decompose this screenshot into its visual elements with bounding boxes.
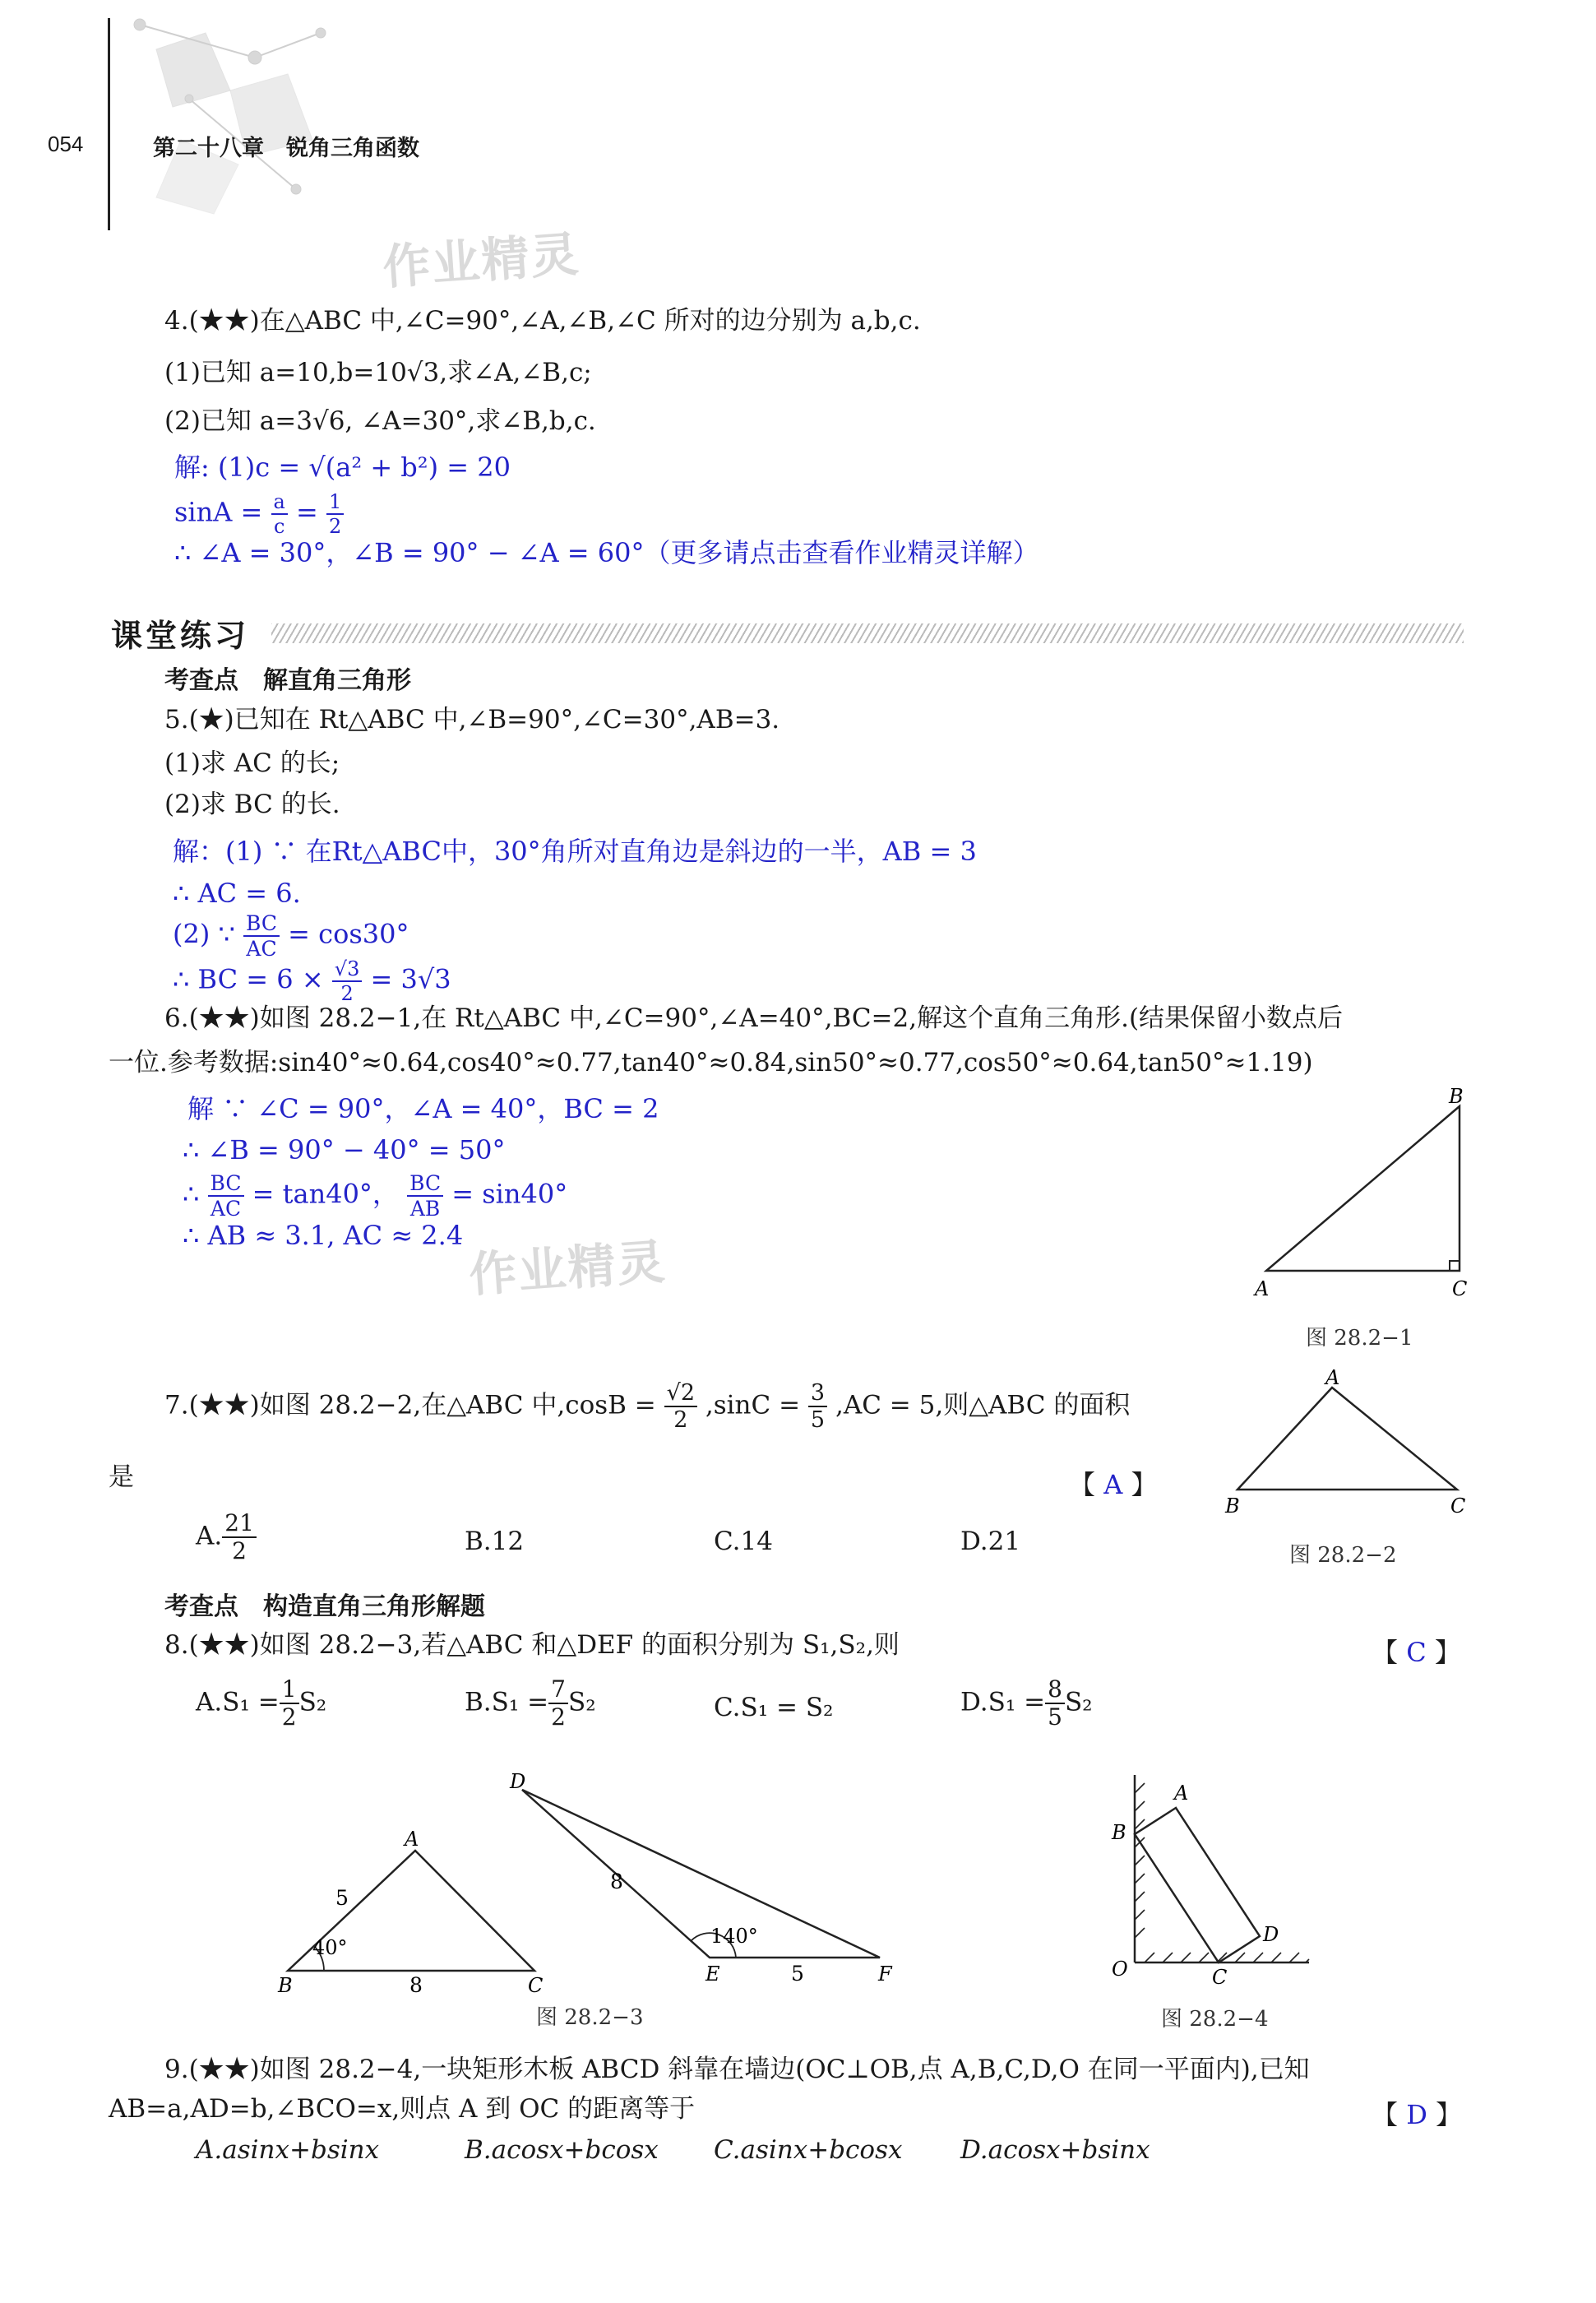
fig1-label-C: C: [1452, 1277, 1468, 1300]
figure-28-2-3-caption: 图 28.2−3: [536, 2005, 644, 2030]
q6-solution-line4: ∴ AB ≈ 3.1, AC ≈ 2.4: [183, 1220, 464, 1251]
q5-solution-line2: ∴ AC = 6.: [173, 878, 301, 909]
q6-stem-line1: 6.(★★)如图 28.2−1,在 Rt△ABC 中,∠C=90°,∠A=40°,BC=2,解这个直角三角形.(结果保留小数点后: [164, 1003, 1344, 1033]
q5-part1: (1)求 AC 的长;: [164, 748, 340, 778]
q8-stem: 8.(★★)如图 28.2−3,若△ABC 和△DEF 的面积分别为 S₁,S₂,则: [164, 1630, 900, 1660]
fig2-label-B: B: [1225, 1494, 1240, 1518]
fig3-label-ab: 5: [335, 1886, 349, 1910]
chapter-title: 第二十八章 锐角三角函数: [153, 136, 419, 161]
figure-28-2-3: [263, 1768, 921, 1999]
q7-option-c: C.14: [714, 1527, 773, 1556]
figure-28-2-1-caption: 图 28.2−1: [1306, 1326, 1413, 1351]
fig4-label-O: O: [1112, 1958, 1128, 1981]
fig4-label-A: A: [1174, 1782, 1189, 1805]
q6-solution-line1: 解 ∵ ∠C = 90°，∠A = 40°，BC = 2: [187, 1093, 659, 1124]
q5-solution-line1: 解：(1) ∵ 在Rt△ABC中，30°角所对直角边是斜边的一半，AB = 3: [173, 836, 977, 867]
q4-solution-line3: ∴ ∠A = 30°，∠B = 90° − ∠A = 60°（更多请点击查看作业精灵详解）: [174, 537, 1039, 568]
header-rule: [108, 18, 110, 230]
q7-answer-bracket: 【 A 】: [1069, 1469, 1158, 1500]
fig3-label-D: D: [510, 1770, 526, 1793]
figure-28-2-2: [1217, 1369, 1480, 1518]
fig3-label-A: A: [405, 1828, 419, 1851]
section-hatch-rule: [271, 623, 1464, 643]
q4-solution-line2: sinA = $\frac{a}{c}$ = $\frac{1}{2}$: [174, 492, 344, 536]
figure-28-2-4-caption: 图 28.2−4: [1161, 2007, 1269, 2032]
fig3-label-C: C: [528, 1974, 544, 1997]
q9-answer-bracket: 【 D 】: [1372, 2099, 1463, 2130]
q9-stem-line2: AB=a,AD=b,∠BCO=x,则点 A 到 OC 的距离等于: [109, 2094, 696, 2124]
fig3-label-ef: 5: [791, 1962, 804, 1986]
q7-option-a: A. $\frac{21}{2}$: [196, 1512, 257, 1563]
q5-stem: 5.(★)已知在 Rt△ABC 中,∠B=90°,∠C=30°,AB=3.: [164, 705, 780, 734]
fig4-label-B: B: [1112, 1821, 1126, 1844]
q6-solution-line2: ∴ ∠B = 90° − 40° = 50°: [183, 1134, 506, 1165]
q8-answer-bracket: 【 C 】: [1372, 1637, 1461, 1668]
figure-28-2-1: [1242, 1082, 1488, 1304]
q4-part2: (2)已知 a=3√6, ∠A=30°,求∠B,b,c.: [164, 406, 596, 436]
header-molecule-graphic: [107, 0, 354, 239]
header-decoration: [107, 0, 354, 239]
page-number: 054: [48, 132, 84, 156]
knowledge-point-1: 考查点 解直角三角形: [164, 666, 411, 695]
figure-28-2-2-caption: 图 28.2−2: [1289, 1543, 1397, 1568]
fig3-label-angle-e: 140°: [710, 1925, 758, 1948]
q6-stem-line2: 一位.参考数据:sin40°≈0.64,cos40°≈0.77,tan40°≈0.84,sin50°≈0.77,cos50°≈0.64,tan50°≈1.19): [109, 1048, 1313, 1077]
watermark: 作业精灵: [381, 225, 582, 296]
q7-stem: 7.(★★)如图 28.2−2,在△ABC 中,cosB = $\frac{√2}{2}$ ,sinC = $\frac{3}{5}$ ,AC = 5,则△ABC 的面积: [164, 1380, 1131, 1433]
q9-stem-line1: 9.(★★)如图 28.2−4,一块矩形木板 ABCD 斜靠在墙边(OC⊥OB,点 A,B,C,D,O 在同一平面内),已知: [164, 2055, 1310, 2084]
q8-option-a: A.S₁ = $\frac{1}{2}$ S₂: [196, 1675, 327, 1731]
q8-option-b: B.S₁ = $\frac{7}{2}$ S₂: [465, 1675, 596, 1731]
fig3-label-bc: 8: [409, 1973, 423, 1997]
q4-solution-line1: 解: (1)c = √(a² + b²) = 20: [174, 452, 511, 483]
q7-option-b: B.12: [465, 1527, 525, 1556]
fig4-label-D: D: [1263, 1923, 1279, 1946]
fig3-label-de: 8: [610, 1870, 623, 1893]
q9-option-d: D.acosx+bsinx: [960, 2135, 1150, 2165]
fig3-label-E: E: [705, 1962, 720, 1986]
q8-option-d: D.S₁ = $\frac{8}{5}$ S₂: [960, 1675, 1093, 1731]
fig3-label-angle-b: 40°: [312, 1936, 348, 1959]
q5-part2: (2)求 BC 的长.: [164, 790, 340, 819]
fig1-label-B: B: [1449, 1085, 1464, 1108]
fig4-label-C: C: [1212, 1966, 1228, 1989]
fig3-label-F: F: [878, 1962, 892, 1986]
figure-28-2-4: [1094, 1760, 1332, 1999]
q7-stem-line2: 是: [109, 1462, 134, 1492]
q8-answer: C: [1406, 1637, 1427, 1668]
fig2-label-A: A: [1325, 1369, 1340, 1389]
q4-stem: 4.(★★)在△ABC 中,∠C=90°,∠A,∠B,∠C 所对的边分别为 a,b,c.: [164, 306, 921, 336]
q4-part1: (1)已知 a=10,b=10√3,求∠A,∠B,c;: [164, 358, 592, 387]
knowledge-point-2: 考查点 构造直角三角形解题: [164, 1592, 485, 1621]
q7-option-d: D.21: [960, 1527, 1021, 1556]
q5-solution-line4: ∴ BC = 6 × $\frac{√3}{2}$ = 3√3: [173, 957, 451, 1005]
fig1-label-A: A: [1255, 1277, 1270, 1300]
q9-option-b: B.acosx+bcosx: [465, 2135, 659, 2165]
q5-solution-line3: (2) ∵ $\frac{BC}{AC}$ = cos30°: [173, 911, 409, 961]
q8-option-c: C.S₁ = S₂: [714, 1693, 834, 1722]
q9-answer: D: [1406, 2099, 1427, 2130]
fig3-label-B: B: [278, 1974, 293, 1997]
q7-answer: A: [1103, 1469, 1123, 1500]
section-title: 课堂练习: [111, 618, 250, 654]
watermark: 作业精灵: [467, 1233, 668, 1304]
q6-solution-line3: ∴ $\frac{BC}{AC}$ = tan40°， $\frac{BC}{AB}$ = sin40°: [183, 1171, 568, 1221]
fig2-label-C: C: [1450, 1494, 1466, 1518]
q9-option-a: A.asinx+bsinx: [196, 2135, 380, 2165]
q9-option-c: C.asinx+bcosx: [714, 2135, 903, 2165]
